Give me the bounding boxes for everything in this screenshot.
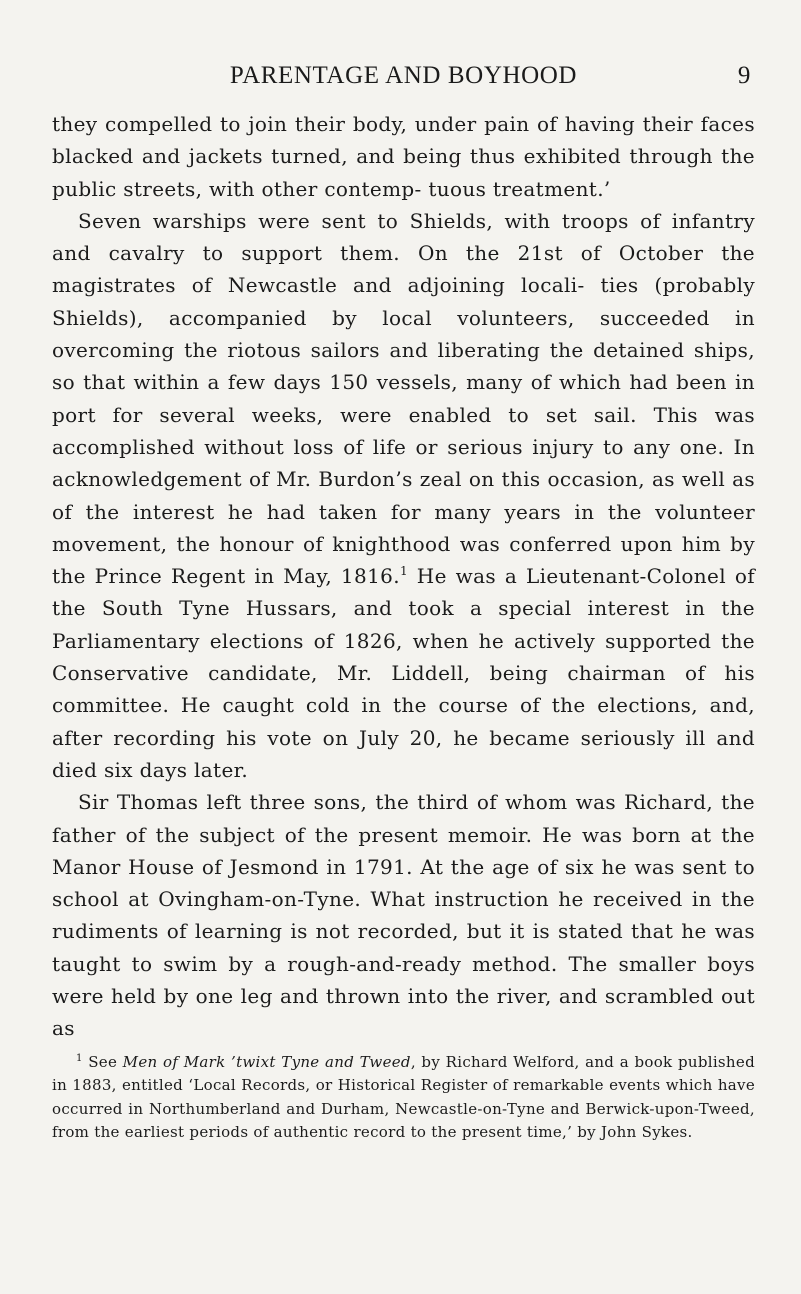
footnote	[52, 1051, 755, 1145]
paragraph	[52, 205, 755, 786]
paragraph-text: Seven warships were sent to Shields, with troops of infantry and cavalry to support them. On the 21st of October the magistrates of Newcastle and adjoining locali- ties (probably Shields), accompanied by local volunteers, succeeded in overcoming the riotous sailors and liberating the detained ships, so that within a few days 150 vessels, many of which had been in port for several weeks, were enabled to set sail. This was accomplished without loss of life or serious injury to any one. In acknowledgement of Mr. Burdon’s zeal on this occasion, as well as of the interest he had taken for many years in the volunteer movement, the honour of knighthood was conferred upon him by the Prince Regent in May, 1816.	[52, 208, 755, 589]
paragraph-text: He was a Lieutenant-Colonel of the South Tyne Hussars, and took a special interest in the Parliamentary elections of 1826, when he actively supported the Conservative candidate, Mr. Liddell, being chairman of his committee. He caught cold in the course of the elections, and, after recording his vote on July 20, he became seriously ill and died six days later.	[52, 564, 755, 782]
running-head	[52, 62, 755, 96]
footnotes	[52, 1051, 755, 1145]
footnote-mark: 1	[76, 1052, 83, 1064]
page-number: 9	[737, 62, 751, 89]
chapter-title: PARENTAGE AND BOYHOOD	[229, 62, 578, 89]
book-page	[52, 62, 755, 1145]
paragraph: Sir Thomas left three sons, the third of whom was Richard, the father of the subject of the present memoir. He was born at the Manor House of Jesmond in 1791. At the age of six he was sent to school at Ovingham-on-Tyne. What instruction he received in the rudiments of learning is not recorded, but it is stated that he was taught to swim by a rough-and-ready method. The smaller boys were held by one leg and thrown into the river, and scrambled out as	[52, 790, 755, 1041]
footnote-text: , by Richard Welford, and a book published in 1883, entitled ‘Local Records, or Historical Register of remarkable events which have occurred in Northumberland and Durham, Newcastle-on-Tyne and Berwick-upon-Tweed, from the earliest periods of authentic record to the present time,’ by John Sykes.	[52, 1052, 755, 1142]
footnote-cited-title: Men of Mark ’twixt Tyne and Tweed	[122, 1052, 411, 1071]
body-text	[52, 108, 755, 1045]
paragraph: they compelled to join their body, under pain of having their faces blacked and jackets turned, and being thus exhibited through the public streets, with other contemp- tuous treatment.’	[52, 112, 755, 201]
footnote-reference: 1	[399, 564, 408, 579]
footnote-text: See	[82, 1052, 123, 1071]
